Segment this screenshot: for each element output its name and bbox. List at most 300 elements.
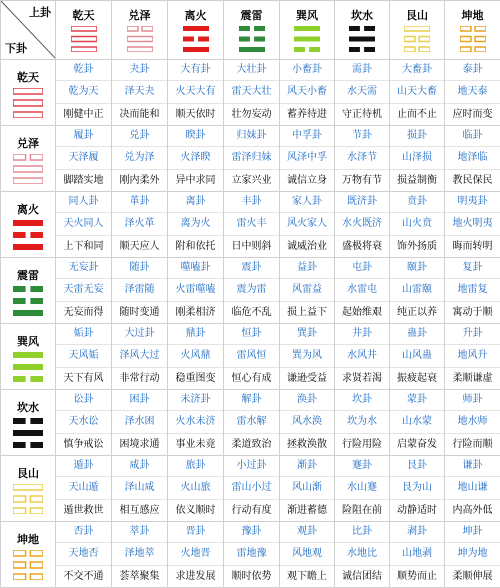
lower-trigram-name: 坤地 (1, 533, 55, 547)
hexagram-meaning: 动静适时 (390, 500, 444, 521)
trigram-line (183, 47, 209, 52)
hexagram-name: 萃卦 (112, 522, 167, 543)
trigram-line (404, 47, 415, 52)
hexagram-name: 观卦 (280, 522, 334, 543)
hexagram-name: 姤卦 (56, 324, 111, 345)
hexagram-name: 睽卦 (168, 126, 223, 147)
trigram-line (239, 47, 265, 52)
hexagram-cell (56, 60, 112, 126)
hexagram-meaning: 刚健中正 (56, 104, 111, 125)
hexagram-cell (445, 192, 500, 258)
trigram-line (254, 36, 265, 41)
trigram-line (13, 220, 43, 226)
hexagram-cell (280, 390, 335, 456)
hexagram-meaning: 遁世救世 (56, 500, 111, 521)
hexagram-meaning: 柔道致治 (224, 434, 279, 455)
hexagram-name: 大壮卦 (224, 60, 279, 81)
header-corner (1, 1, 56, 60)
lower-trigram-header (1, 60, 56, 126)
trigram-line (460, 47, 471, 52)
hexagram-meaning: 异中求同 (168, 170, 223, 191)
trigram-line (30, 376, 43, 382)
hexagram-name: 恒卦 (224, 324, 279, 345)
hexagram-cell (56, 456, 112, 522)
hexagram-cell (390, 522, 445, 588)
hexagram-full-name: 山泽损 (390, 147, 444, 170)
hexagram-meaning: 刚柔相济 (168, 302, 223, 323)
hexagram-full-name: 雷地豫 (224, 543, 279, 566)
hexagram-cell (56, 126, 112, 192)
hexagram-full-name: 巽为风 (280, 345, 334, 368)
hexagram-full-name: 水泽节 (335, 147, 389, 170)
hexagram-cell (224, 324, 280, 390)
hexagram-name: 比卦 (335, 522, 389, 543)
hexagram-cell (168, 390, 224, 456)
hexagram-name: 归妹卦 (224, 126, 279, 147)
trigram-line (404, 36, 415, 41)
hexagram-cell (280, 60, 335, 126)
hexagram-meaning: 非常行动 (112, 368, 167, 389)
trigram-line (419, 36, 430, 41)
hexagram-name: 咸卦 (112, 456, 167, 477)
hexagram-cell (390, 324, 445, 390)
hexagram-cell (445, 390, 500, 456)
trigram-line (13, 154, 26, 160)
trigram-line (239, 36, 250, 41)
hexagram-meaning: 蓄养待进 (280, 104, 334, 125)
lower-trigram-name: 兑泽 (1, 137, 55, 151)
hexagram-meaning: 行险而顺 (445, 434, 500, 455)
trigram-line (30, 550, 43, 556)
trigram-symbol-icon (349, 26, 375, 52)
upper-trigram-name: 巽风 (280, 9, 334, 23)
hexagram-meaning: 慎争戒讼 (56, 434, 111, 455)
hexagram-full-name: 地泽临 (445, 147, 500, 170)
hexagram-full-name: 艮为山 (390, 477, 444, 500)
hexagram-full-name: 兑为泽 (112, 147, 167, 170)
hexagram-full-name: 山水蒙 (390, 411, 444, 434)
hexagram-full-name: 风天小畜 (280, 81, 334, 104)
hexagram-cell (280, 126, 335, 192)
trigram-line (30, 442, 43, 448)
trigram-line (30, 418, 43, 424)
trigram-symbol-icon (13, 484, 43, 514)
hexagram-name: 困卦 (112, 390, 167, 411)
hexagram-cell (112, 126, 168, 192)
hexagram-cell (335, 456, 390, 522)
hexagram-cell (224, 192, 280, 258)
trigram-line (239, 26, 250, 31)
lower-trigram-label: 下卦 (5, 40, 27, 56)
hexagram-full-name: 坤为地 (445, 543, 500, 566)
hexagram-full-name: 雷泽归妹 (224, 147, 279, 170)
hexagram-name: 益卦 (280, 258, 334, 279)
hexagram-cell (445, 324, 500, 390)
hexagram-meaning: 荟萃聚集 (112, 566, 167, 587)
trigram-line (127, 26, 138, 31)
hexagram-full-name: 山风蛊 (390, 345, 444, 368)
hexagram-full-name: 天雷无妄 (56, 279, 111, 302)
hexagram-cell (335, 390, 390, 456)
hexagram-cell (445, 126, 500, 192)
trigram-line (13, 88, 43, 94)
hexagram-full-name: 震为雷 (224, 279, 279, 302)
hexagram-name: 坎卦 (335, 390, 389, 411)
hexagram-cell (335, 192, 390, 258)
hexagram-name: 豫卦 (224, 522, 279, 543)
lower-trigram-name: 艮山 (1, 467, 55, 481)
trigram-line (30, 154, 43, 160)
hexagram-name: 随卦 (112, 258, 167, 279)
trigram-line (13, 442, 26, 448)
hexagram-cell (280, 522, 335, 588)
trigram-line (13, 508, 26, 514)
hexagram-cell (224, 390, 280, 456)
hexagram-meaning: 起始维艰 (335, 302, 389, 323)
hexagram-meaning: 寓动于顺 (445, 302, 500, 323)
hexagram-full-name: 山天大畜 (390, 81, 444, 104)
hexagram-meaning: 临危不乱 (224, 302, 279, 323)
hexagram-full-name: 水雷屯 (335, 279, 389, 302)
hexagram-full-name: 雷山小过 (224, 477, 279, 500)
hexagram-cell (390, 192, 445, 258)
table-row (1, 456, 500, 522)
trigram-symbol-icon (13, 154, 43, 184)
trigram-line (13, 418, 26, 424)
lower-trigram-name: 坎水 (1, 401, 55, 415)
trigram-line (349, 47, 360, 52)
hexagram-meaning: 稳重图变 (168, 368, 223, 389)
trigram-line (30, 232, 43, 238)
hexagram-meaning: 刚内柔外 (112, 170, 167, 191)
hexagram-cell (224, 126, 280, 192)
hexagram-full-name: 风火家人 (280, 213, 334, 236)
hexagram-cell (280, 324, 335, 390)
trigram-line (13, 298, 26, 304)
hexagram-name: 坤卦 (445, 522, 500, 543)
hexagram-meaning: 拯救涣散 (280, 434, 334, 455)
trigram-line (30, 496, 43, 502)
hexagram-cell (390, 60, 445, 126)
hexagram-full-name: 天地否 (56, 543, 111, 566)
hexagram-full-name: 地雷复 (445, 279, 500, 302)
trigram-line (404, 26, 430, 31)
hexagram-name: 讼卦 (56, 390, 111, 411)
hexagram-meaning: 应时而变 (445, 104, 500, 125)
hexagram-meaning: 损上益下 (280, 302, 334, 323)
hexagram-meaning: 行动有度 (224, 500, 279, 521)
trigram-symbol-icon (71, 26, 97, 52)
hexagram-cell (390, 390, 445, 456)
trigram-line (183, 26, 209, 31)
hexagram-name: 蛊卦 (390, 324, 444, 345)
hexagram-full-name: 火泽睽 (168, 147, 223, 170)
trigram-symbol-icon (13, 220, 43, 250)
table-row (1, 324, 500, 390)
hexagram-meaning: 事业未竟 (168, 434, 223, 455)
hexagram-meaning: 决而能和 (112, 104, 167, 125)
trigram-symbol-icon (294, 26, 320, 52)
hexagram-cell (112, 192, 168, 258)
hexagram-name: 大畜卦 (390, 60, 444, 81)
trigram-line (142, 26, 153, 31)
lower-trigram-header (1, 258, 56, 324)
hexagram-meaning: 随时变通 (112, 302, 167, 323)
upper-trigram-header (224, 1, 280, 60)
table-row (1, 192, 500, 258)
trigram-line (419, 47, 430, 52)
hexagram-cell (224, 60, 280, 126)
trigram-line (13, 100, 43, 106)
hexagram-full-name: 泽风大过 (112, 345, 167, 368)
hexagram-name: 小过卦 (224, 456, 279, 477)
hexagram-full-name: 泽水困 (112, 411, 167, 434)
hexagram-full-name: 地天泰 (445, 81, 500, 104)
hexagram-meaning: 顺势而止 (390, 566, 444, 587)
hexagram-name: 遁卦 (56, 456, 111, 477)
upper-trigram-name: 兑泽 (112, 9, 167, 23)
hexagram-full-name: 火风鼎 (168, 345, 223, 368)
hexagram-meaning: 行险用险 (335, 434, 389, 455)
hexagram-cell (168, 126, 224, 192)
hexagram-full-name: 水火既济 (335, 213, 389, 236)
trigram-line (460, 36, 471, 41)
hexagram-meaning: 险阻在前 (335, 500, 389, 521)
hexagram-meaning: 教民保民 (445, 170, 500, 191)
hexagram-cell (224, 258, 280, 324)
hexagram-full-name: 泽地萃 (112, 543, 167, 566)
hexagram-meaning: 顺时依势 (224, 566, 279, 587)
hexagram-name: 解卦 (224, 390, 279, 411)
trigram-line (13, 244, 43, 250)
hexagram-name: 兑卦 (112, 126, 167, 147)
hexagram-full-name: 水风井 (335, 345, 389, 368)
trigram-line (13, 430, 43, 436)
hexagram-meaning: 上下和同 (56, 236, 111, 257)
hexagram-name: 损卦 (390, 126, 444, 147)
hexagram-meaning: 诚信立身 (280, 170, 334, 191)
hexagram-meaning: 困境求通 (112, 434, 167, 455)
upper-trigram-header (168, 1, 224, 60)
hexagram-full-name: 水山蹇 (335, 477, 389, 500)
hexagram-meaning: 万物有节 (335, 170, 389, 191)
hexagram-name: 晋卦 (168, 522, 223, 543)
upper-trigram-name: 坎水 (335, 9, 389, 23)
hexagram-full-name: 泽天夬 (112, 81, 167, 104)
hexagram-cell (168, 258, 224, 324)
hexagram-name: 旅卦 (168, 456, 223, 477)
trigram-line (30, 286, 43, 292)
hexagram-name: 鼎卦 (168, 324, 223, 345)
hexagram-cell (112, 258, 168, 324)
trigram-line (127, 47, 153, 52)
upper-trigram-name: 艮山 (390, 9, 444, 23)
hexagram-cell (445, 456, 500, 522)
hexagram-full-name: 泽雷随 (112, 279, 167, 302)
hexagram-full-name: 泽山咸 (112, 477, 167, 500)
hexagram-meaning: 顺天应人 (112, 236, 167, 257)
hexagram-name: 复卦 (445, 258, 500, 279)
hexagram-meaning: 立家兴业 (224, 170, 279, 191)
hexagram-meaning: 守正待机 (335, 104, 389, 125)
trigram-line (294, 47, 305, 52)
upper-trigram-name: 乾天 (56, 9, 111, 23)
hexagram-full-name: 山火贲 (390, 213, 444, 236)
lower-trigram-header (1, 522, 56, 588)
hexagram-cell (168, 522, 224, 588)
hexagram-name: 巽卦 (280, 324, 334, 345)
upper-trigram-header (112, 1, 168, 60)
hexagram-name: 革卦 (112, 192, 167, 213)
trigram-line (460, 26, 471, 31)
upper-trigram-header (445, 1, 500, 60)
hexagram-full-name: 泽火革 (112, 213, 167, 236)
hexagram-full-name: 雷天大壮 (224, 81, 279, 104)
trigram-line (13, 376, 26, 382)
trigram-line (71, 47, 97, 52)
hexagram-meaning: 诚信团结 (335, 566, 389, 587)
trigram-line (13, 352, 43, 358)
trigram-line (475, 36, 486, 41)
hexagram-cell (168, 456, 224, 522)
hexagram-cell (390, 456, 445, 522)
hexagram-cell (56, 390, 112, 456)
upper-trigram-label: 上卦 (29, 4, 51, 20)
hexagram-full-name: 山地剥 (390, 543, 444, 566)
hexagram-full-name: 天风姤 (56, 345, 111, 368)
hexagram-name: 噬嗑卦 (168, 258, 223, 279)
lower-trigram-header (1, 126, 56, 192)
trigram-line (127, 36, 153, 41)
trigram-line (13, 562, 26, 568)
trigram-line (183, 36, 194, 41)
hexagram-name: 未济卦 (168, 390, 223, 411)
hexagram-cell (280, 456, 335, 522)
trigram-line (13, 178, 43, 184)
hexagram-meaning: 柔顺伸展 (445, 566, 500, 587)
hexagram-full-name: 火水未济 (168, 411, 223, 434)
lower-trigram-name: 离火 (1, 203, 55, 217)
table-row (1, 522, 500, 588)
hexagram-full-name: 离为火 (168, 213, 223, 236)
upper-trigram-name: 离火 (168, 9, 223, 23)
hexagram-name: 丰卦 (224, 192, 279, 213)
lower-trigram-header (1, 456, 56, 522)
trigram-symbol-icon (239, 26, 265, 52)
trigram-symbol-icon (404, 26, 430, 52)
trigram-line (294, 36, 320, 41)
hexagram-cell (335, 522, 390, 588)
hexagram-cell (112, 324, 168, 390)
trigram-symbol-icon (460, 26, 486, 52)
hexagram-cell (112, 60, 168, 126)
trigram-line (30, 298, 43, 304)
hexagram-meaning: 依义顺时 (168, 500, 223, 521)
hexagram-full-name: 地风升 (445, 345, 500, 368)
lower-trigram-name: 乾天 (1, 71, 55, 85)
upper-trigram-header (56, 1, 112, 60)
hexagram-full-name: 乾为天 (56, 81, 111, 104)
hexagram-name: 剥卦 (390, 522, 444, 543)
hexagram-name: 同人卦 (56, 192, 111, 213)
hexagram-full-name: 风山渐 (280, 477, 334, 500)
hexagram-meaning: 渐进蓄德 (280, 500, 334, 521)
hexagram-cell (56, 522, 112, 588)
hexagram-full-name: 坎为水 (335, 411, 389, 434)
hexagram-full-name: 雷风恒 (224, 345, 279, 368)
hexagram-name: 屯卦 (335, 258, 389, 279)
hexagram-full-name: 风泽中孚 (280, 147, 334, 170)
hexagram-cell (168, 324, 224, 390)
hexagram-full-name: 天火同人 (56, 213, 111, 236)
hexagram-cell (445, 522, 500, 588)
hexagram-full-name: 雷水解 (224, 411, 279, 434)
hexagram-full-name: 风雷益 (280, 279, 334, 302)
hexagram-name: 小畜卦 (280, 60, 334, 81)
trigram-symbol-icon (13, 550, 43, 580)
hexagram-name: 临卦 (445, 126, 500, 147)
hexagram-name: 泰卦 (445, 60, 500, 81)
hexagram-name: 大过卦 (112, 324, 167, 345)
hexagram-cell (390, 258, 445, 324)
hexagram-full-name: 天山遁 (56, 477, 111, 500)
lower-trigram-header (1, 390, 56, 456)
hexagram-meaning: 盛极将衰 (335, 236, 389, 257)
hexagram-meaning: 相互感应 (112, 500, 167, 521)
upper-trigram-name: 坤地 (445, 9, 500, 23)
hexagram-meaning: 饰外扬质 (390, 236, 444, 257)
hexagram-name: 艮卦 (390, 456, 444, 477)
trigram-line (349, 26, 360, 31)
hexagram-full-name: 风地观 (280, 543, 334, 566)
table-row (1, 258, 500, 324)
hexagram-cell (56, 258, 112, 324)
trigram-line (198, 36, 209, 41)
upper-trigram-header (390, 1, 445, 60)
hexagram-cell (335, 324, 390, 390)
hexagram-name: 需卦 (335, 60, 389, 81)
hexagram-name: 贲卦 (390, 192, 444, 213)
hexagram-name: 无妄卦 (56, 258, 111, 279)
hexagram-full-name: 雷火丰 (224, 213, 279, 236)
hexagram-cell (280, 192, 335, 258)
hexagram-meaning: 附和依托 (168, 236, 223, 257)
hexagram-full-name: 水天需 (335, 81, 389, 104)
upper-trigram-header (280, 1, 335, 60)
hexagram-meaning: 求进发展 (168, 566, 223, 587)
hexagram-name: 蒙卦 (390, 390, 444, 411)
hexagram-meaning: 振疲起衰 (390, 368, 444, 389)
trigram-line (30, 508, 43, 514)
hexagram-cell (335, 60, 390, 126)
hexagram-name: 夬卦 (112, 60, 167, 81)
hexagram-cell (224, 522, 280, 588)
hexagram-name: 否卦 (56, 522, 111, 543)
trigram-line (475, 47, 486, 52)
hexagram-cell (56, 192, 112, 258)
hexagram-meaning: 损益制衡 (390, 170, 444, 191)
trigram-line (13, 112, 43, 118)
hexagram-name: 渐卦 (280, 456, 334, 477)
hexagram-name: 升卦 (445, 324, 500, 345)
trigram-line (13, 232, 26, 238)
hexagram-meaning: 晦而转明 (445, 236, 500, 257)
hexagram-name: 履卦 (56, 126, 111, 147)
trigram-symbol-icon (13, 88, 43, 118)
trigram-line (13, 310, 43, 316)
trigram-symbol-icon (183, 26, 209, 52)
trigram-line (71, 36, 97, 41)
